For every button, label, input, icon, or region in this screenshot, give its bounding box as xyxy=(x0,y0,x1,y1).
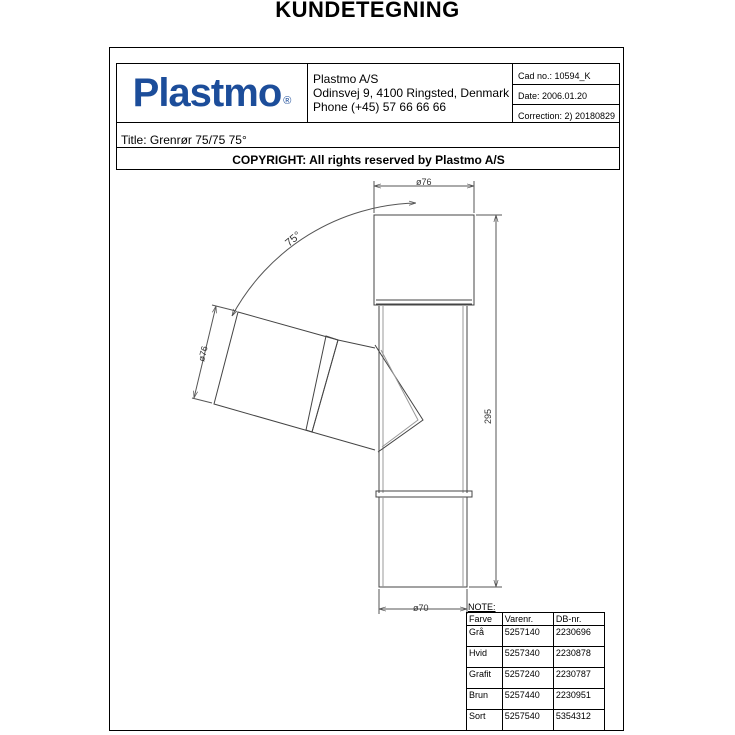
correction: Correction: 2) 20180829 xyxy=(518,111,616,121)
branch-neck-top xyxy=(338,340,375,348)
branch-join xyxy=(375,345,423,452)
row-db-nr: 5354312 xyxy=(553,710,604,731)
header-farve: Farve xyxy=(467,613,503,626)
drawing-date: Date: 2006.01.20 xyxy=(518,91,588,101)
company-phone: Phone (+45) 57 66 66 66 xyxy=(313,100,447,114)
side-diameter-label: ø76 xyxy=(196,345,210,363)
top-socket xyxy=(374,215,474,305)
row-color: Brun xyxy=(467,689,503,710)
row-varenr: 5257240 xyxy=(502,668,553,689)
copyright-notice: COPYRIGHT: All rights reserved by Plastmo A/S xyxy=(232,153,505,167)
bottom-spigot xyxy=(379,497,467,587)
drawing-title: Title: Grenrør 75/75 75° xyxy=(121,133,247,147)
row-db-nr: 2230696 xyxy=(553,626,604,647)
table-row xyxy=(467,626,605,647)
header-db-nr: DB-nr. xyxy=(553,613,604,626)
note-label: NOTE: xyxy=(468,602,496,612)
logo-wordmark: Plastmo xyxy=(132,70,282,115)
bottom-diameter-label: ø70 xyxy=(413,603,429,613)
row-varenr: 5257540 xyxy=(502,710,553,731)
company-address: Odinsvej 9, 4100 Ringsted, Denmark xyxy=(313,86,510,100)
table-header-row xyxy=(467,613,605,626)
registered-mark: ® xyxy=(283,95,292,107)
table-row xyxy=(467,689,605,710)
page-heading: KUNDETEGNING xyxy=(275,0,460,22)
row-varenr: 5257140 xyxy=(502,626,553,647)
branch-neck-bottom xyxy=(312,432,375,450)
table-row xyxy=(467,647,605,668)
top-diameter-label: ø76 xyxy=(416,177,432,187)
row-color: Grå xyxy=(467,626,503,647)
header-varenr: Varenr. xyxy=(502,613,553,626)
color-table xyxy=(466,612,605,731)
table-row xyxy=(467,668,605,689)
row-db-nr: 2230787 xyxy=(553,668,604,689)
branch-socket xyxy=(214,312,338,432)
row-db-nr: 2230951 xyxy=(553,689,604,710)
row-color: Grafit xyxy=(467,668,503,689)
branch-bead xyxy=(306,336,338,432)
table-row xyxy=(467,710,605,731)
height-label: 295 xyxy=(483,408,493,424)
bottom-bead xyxy=(376,491,472,497)
row-color: Sort xyxy=(467,710,503,731)
angle-arc xyxy=(232,203,416,316)
row-varenr: 5257340 xyxy=(502,647,553,668)
company-name: Plastmo A/S xyxy=(313,72,379,86)
cad-number: Cad no.: 10594_K xyxy=(518,71,591,81)
row-color: Hvid xyxy=(467,647,503,668)
row-db-nr: 2230878 xyxy=(553,647,604,668)
row-varenr: 5257440 xyxy=(502,689,553,710)
angle-label: 75° xyxy=(283,229,304,250)
